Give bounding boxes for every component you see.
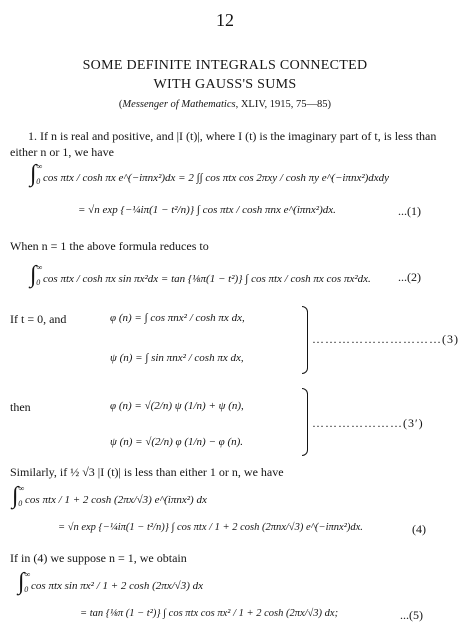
equation-3prime-a: φ (n) = √(2/n) ψ (1/n) + ψ (n), — [110, 400, 244, 412]
integral-sign: ∫ — [12, 483, 19, 509]
equation-5-line-1: ∫∞0 cos πtx sin πx² / 1 + 2 cosh (2πx/√3) dx — [18, 569, 204, 595]
source-journal: Messenger of Mathematics — [122, 99, 236, 110]
equation-1-line-2: = √n exp {−¼iπ(1 − t²/n)} ∫ cos πtx / cosh πnx e^(iπnx²)dx. — [78, 204, 336, 216]
equation-3prime-b: ψ (n) = √(2/n) φ (1/n) − φ (n). — [110, 436, 244, 448]
equation-number-3prime: (3′) — [403, 416, 424, 430]
equation-3-leader: …………………………(3) — [312, 332, 459, 346]
equation-4-line-1: ∫∞0 cos πtx / 1 + 2 cosh (2πx/√3) e^(iπnx²) dx — [12, 483, 207, 509]
condition-t-zero: If t = 0, and — [10, 312, 67, 326]
paragraph-3: Similarly, if ½ √3 |I (t)| is less than either 1 or n, we have — [10, 465, 284, 479]
title-line-2: WITH GAUSS'S SUMS — [153, 77, 297, 92]
paragraph-2: When n = 1 the above formula reduces to — [10, 239, 209, 253]
equation-1-line-1-text: cos πtx / cosh πx e^(−iπnx²)dx = 2 ∫∫ cos πtx cos 2πxy / cosh πy e^(−iπnx²)dxdy — [43, 172, 390, 184]
equation-2: ∫∞0 cos πtx / cosh πx sin πx²dx = tan {⅛π(1 − t²)} ∫ cos πtx / cosh πx cos πx²dx. — [30, 262, 371, 288]
word-then: then — [10, 400, 31, 414]
equation-5-line-2: = tan {⅛π (1 − t²)} ∫ cos πtx cos πx² / 1 + 2 cosh (2πx/√3) dx; — [80, 608, 339, 619]
integral-sign: ∫ — [18, 569, 25, 595]
equation-3prime-leader: …………………(3′) — [312, 416, 424, 430]
equation-4-line-2: = √n exp {−¼iπ(1 − t²/n)} ∫ cos πtx / 1 + 2 cosh (2πnx/√3) e^(−iπnx²)dx. — [58, 522, 363, 533]
title-line-1: SOME DEFINITE INTEGRALS CONNECTED — [82, 58, 368, 73]
equation-number-5: ...(5) — [400, 608, 423, 622]
equation-4-line-1-text: cos πtx / 1 + 2 cosh (2πx/√3) e^(iπnx²) dx — [25, 494, 207, 506]
source-citation: (Messenger of Mathematics, XLIV, 1915, 75—85) — [118, 99, 332, 110]
equation-5-line-1-text: cos πtx sin πx² / 1 + 2 cosh (2πx/√3) dx — [31, 580, 204, 592]
integral-sign: ∫ — [30, 161, 37, 187]
equation-number-2: ...(2) — [398, 270, 421, 284]
equation-number-4: (4) — [412, 522, 426, 536]
equation-3a: φ (n) = ∫ cos πnx² / cosh πx dx, — [110, 312, 245, 324]
paragraph-1: 1. If n is real and positive, and |I (t)|, where I (t) is the imaginary part of t, is less than either n or 1, we have — [10, 129, 437, 159]
equation-2-text: cos πtx / cosh πx sin πx²dx = tan {⅛π(1 − t²)} ∫ cos πtx / cosh πx cos πx²dx. — [43, 273, 371, 285]
source-details: , XLIV, 1915, 75—85) — [235, 99, 332, 110]
right-brace — [302, 388, 308, 456]
integral-sign: ∫ — [30, 262, 37, 288]
equation-3b: ψ (n) = ∫ sin πnx² / cosh πx dx, — [110, 352, 244, 364]
paragraph-4: If in (4) we suppose n = 1, we obtain — [10, 551, 187, 565]
equation-1-line-1: ∫∞0 cos πtx / cosh πx e^(−iπnx²)dx = 2 ∫∫ cos πtx cos 2πxy / cosh πy e^(−iπnx²)dxdy — [30, 161, 390, 187]
right-brace — [302, 306, 308, 374]
equation-number-3: (3) — [442, 332, 459, 346]
equation-number-1: ...(1) — [398, 204, 421, 218]
page-number: 12 — [216, 10, 234, 30]
